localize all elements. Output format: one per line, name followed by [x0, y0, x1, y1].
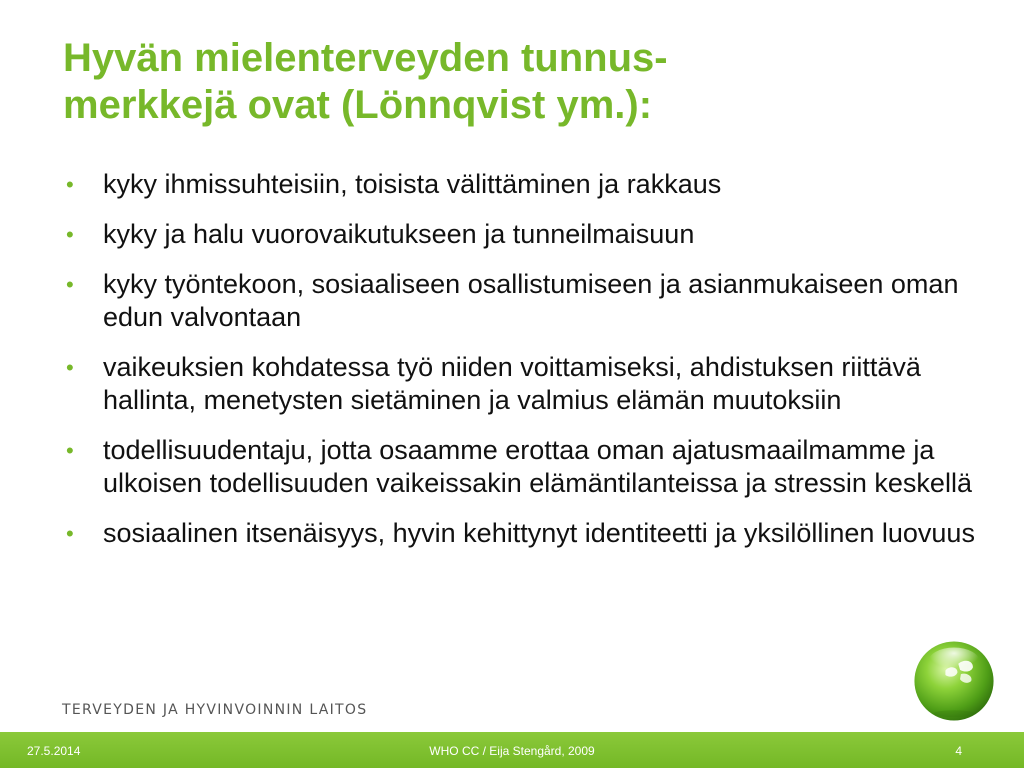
slide-title — [63, 35, 963, 129]
green-globe-icon — [911, 638, 997, 724]
bullet-item-3 — [66, 268, 991, 334]
organization-name: TERVEYDEN JA HYVINVOINNIN LAITOS — [62, 702, 368, 718]
bullet-text: kyky työntekoon, sosiaaliseen osallistumiseen ja asianmukaiseen oman edun valvontaan — [103, 269, 959, 332]
bullet-icon: • — [66, 521, 74, 546]
bullet-icon: • — [66, 355, 74, 380]
bullet-icon: • — [66, 438, 74, 463]
bullet-text: kyky ja halu vuorovaikutukseen ja tunneilmaisuun — [103, 219, 695, 249]
slide-title-line-2: merkkejä ovat (Lönnqvist ym.): — [63, 83, 653, 127]
bullet-text: kyky ihmissuhteisiin, toisista välittäminen ja rakkaus — [103, 169, 722, 199]
bullet-item-4 — [66, 351, 991, 417]
bullet-item-2 — [66, 218, 991, 251]
bullet-text: sosiaalinen itsenäisyys, hyvin kehittynyt identiteetti ja yksilöllinen luovuus — [103, 518, 975, 548]
bullet-item-1 — [66, 168, 991, 201]
bullet-icon: • — [66, 172, 74, 197]
bullet-icon: • — [66, 272, 74, 297]
footer-date: 27.5.2014 — [27, 744, 81, 758]
bullet-text: vaikeuksien kohdatessa työ niiden voittamiseksi, ahdistuksen riittävä hallinta, menetysten sietäminen ja valmius elämän muutoksiin — [103, 352, 921, 415]
bullet-item-5 — [66, 434, 991, 500]
bullet-item-6 — [66, 517, 991, 550]
bullet-text: todellisuudentaju, jotta osaamme erottaa oman ajatusmaailmamme ja ulkoisen todellisuuden vaikeissakin elämäntilanteissa ja stressin keskellä — [103, 435, 972, 498]
bullet-icon: • — [66, 222, 74, 247]
bullet-list — [66, 168, 991, 567]
footer-bar — [0, 732, 1024, 768]
page-number: 4 — [955, 744, 962, 758]
footer-credit: WHO CC / Eija Stengård, 2009 — [429, 744, 595, 758]
slide-title-line-1: Hyvän mielenterveyden tunnus- — [63, 36, 668, 80]
